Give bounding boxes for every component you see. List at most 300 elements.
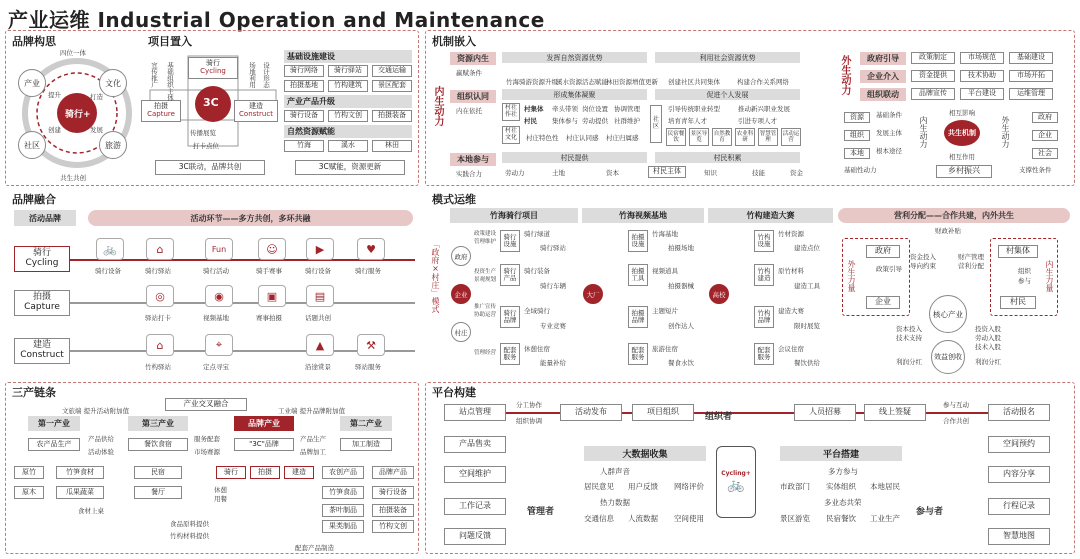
brand-industry: 品牌产业 <box>234 416 294 431</box>
org2-item: 品牌宣传 <box>911 88 955 100</box>
profit-label: 财产管理 <box>958 253 984 261</box>
big-data-title: 大数据收集 <box>584 446 706 461</box>
bd-item: 人群声音 <box>600 467 630 476</box>
pavilion-icon: ⌂ <box>146 334 174 356</box>
primary-item: 原竹 <box>14 466 44 479</box>
village-node: 村庄 <box>451 322 471 342</box>
secondary-item: 农创产品 <box>322 466 364 479</box>
org-identity: 组织认同 <box>450 90 496 103</box>
secondary-item: 果类制品 <box>322 520 364 533</box>
agri-production: 农产品生产 <box>28 438 80 451</box>
platform-heading: 平台构建 <box>432 386 476 399</box>
project-item: 骑行驿站 <box>540 244 566 252</box>
job-item: 智慧管理 <box>758 128 778 146</box>
mech-bar: 村民提供 <box>502 152 647 163</box>
lead-node: 大厂 <box>583 284 603 304</box>
project-item: 骑行车辆 <box>540 282 566 290</box>
3c-footer: 3C联动，品牌共创 <box>155 160 265 175</box>
pb-item: 多业态共荣 <box>824 498 862 507</box>
manager-label: 管理者 <box>527 507 555 517</box>
co-right: 社会 <box>1032 148 1058 159</box>
profit-label: 导向约束 <box>910 262 936 270</box>
project-item: 创作达人 <box>668 322 694 330</box>
cycling-node: 骑行 Cycling <box>188 57 238 79</box>
brand-node-community: 社区 <box>18 131 46 159</box>
project-item: 能量补给 <box>540 359 566 367</box>
project-item: 原竹材料 <box>778 267 804 275</box>
primary-industry: 第一产业 <box>28 416 80 431</box>
co-left: 本地 <box>844 148 870 159</box>
mech-bar: 村民积累 <box>655 152 800 163</box>
fusion-item: 骑行设备 <box>305 267 331 275</box>
service-icon: ⚒ <box>357 334 385 356</box>
org-item: 引导传统职业转型 <box>668 105 720 113</box>
work-record[interactable]: 工作记录 <box>444 498 506 515</box>
project-node: 骑行产品 <box>500 264 520 286</box>
infra-footer: 3C赋能，资源更新 <box>295 160 405 175</box>
project-node: 配套服务 <box>754 343 774 365</box>
project-item: 全域骑行 <box>524 307 550 315</box>
lodging-item: 民宿 <box>134 466 182 479</box>
rest-label: 休憩 <box>214 486 227 494</box>
fusion-item: 骑手赛事 <box>256 267 282 275</box>
org-sub: 内在依托 <box>456 107 482 115</box>
infra-item: 景区配套 <box>372 80 412 92</box>
brand3-item: 建造 <box>284 466 314 479</box>
product-sales[interactable]: 产品售卖 <box>444 436 506 453</box>
co-mid: 根本途径 <box>876 147 902 155</box>
infra-item: 骑行驿站 <box>328 65 368 77</box>
gov-item: 政策制定 <box>911 52 955 64</box>
co-inner: 内生动力 <box>919 116 928 148</box>
brand-center: 骑行+ <box>65 110 91 120</box>
chain-top-left: 文旅端 提升活动附加值 <box>62 407 130 415</box>
project-title: 竹海骑行项目 <box>450 208 578 223</box>
row-construct: 建造 Construct <box>14 338 70 364</box>
row-capture: 拍摄 Capture <box>14 290 70 316</box>
trip-record[interactable]: 行程记录 <box>988 498 1050 515</box>
org-item: 岗位设置 <box>582 105 608 113</box>
profit-collective: 村集体 <box>998 245 1038 258</box>
profit-label: 政策引导 <box>876 265 902 273</box>
mechanism-heading: 机制嵌入 <box>432 35 476 48</box>
profit-label: 利润分红 <box>975 358 1001 366</box>
fun-icon: Fun <box>205 238 233 260</box>
org-item: 村庄归属感 <box>606 134 639 142</box>
org-item: 村庄特色性 <box>526 134 559 142</box>
profit-label: 技术入股 <box>975 343 1001 351</box>
infra-heading: 基础设施建设 <box>284 50 412 63</box>
project-node: 骑行品牌 <box>500 306 520 328</box>
chain-arrow-label: 产品供给 <box>88 435 114 443</box>
side-label: 基础组织主体 <box>166 62 174 101</box>
pb-item: 实体组织 <box>826 482 856 491</box>
resource-item: 创建社区共同集体 <box>668 78 720 86</box>
org-item: 村庄认同感 <box>566 134 599 142</box>
station-icon: ⌂ <box>146 238 174 260</box>
side-label: 设计形态 <box>262 62 270 88</box>
project-item: 餐饮供给 <box>794 359 820 367</box>
phone-mock[interactable] <box>716 446 756 518</box>
co-mid: 基础条件 <box>876 111 902 119</box>
brand-node-industry: 产业 <box>18 69 46 97</box>
catering: 餐饮食宿 <box>128 438 188 451</box>
capture-track <box>70 302 415 304</box>
brand-node-tourism: 旅游 <box>99 131 127 159</box>
bike-app-icon: 🚲 <box>727 476 745 493</box>
flow-item: 土地 <box>552 169 565 177</box>
project-organize[interactable]: 项目组织 <box>632 404 694 421</box>
org-item: 社群维护 <box>614 117 640 125</box>
fusion-item: 驿站打卡 <box>145 314 171 322</box>
pb-item: 民宿餐饮 <box>826 514 856 523</box>
infra-item: 交通运输 <box>372 65 412 77</box>
job-item: 农业科研 <box>735 128 755 146</box>
bd-item: 热力数据 <box>600 498 630 507</box>
project-node: 骑行设施 <box>500 230 520 252</box>
org-item: 引进专项人才 <box>738 117 777 125</box>
flow-item: 劳动力 <box>505 169 525 177</box>
gov-role: 推广宣传 <box>474 304 497 310</box>
project-item: 竹海基地 <box>652 230 678 238</box>
inner-power-label: 内生动力 <box>432 86 443 126</box>
bd-item: 交通信息 <box>584 514 614 523</box>
staff-recruit[interactable]: 人员招募 <box>794 404 856 421</box>
profit-label: 营利分配 <box>958 262 984 270</box>
capture-node: 拍摄 Capture <box>141 100 181 122</box>
food-item: 竹笋食材 <box>56 466 104 479</box>
infra-item: 拍摄装备 <box>372 110 412 122</box>
mech-bar: 促进个人发展 <box>655 89 800 100</box>
ent-item: 资金提供 <box>911 70 955 82</box>
chain-bottom-label: 竹构材料提供 <box>170 532 209 540</box>
bd-item: 人流数据 <box>628 514 658 523</box>
project-title: 竹构建造大赛 <box>708 208 833 223</box>
row-cycling: 骑行 Cycling <box>14 246 70 272</box>
chain-bottom-label: 食品原料提供 <box>170 520 209 528</box>
brand-bottom-label: 共生共创 <box>60 174 86 182</box>
brand-product: 拍摄装备 <box>372 504 414 517</box>
brand3-item: 骑行 <box>216 466 246 479</box>
chain-arrow-label: 市场赛源 <box>194 448 220 456</box>
brand-product: 品牌产品 <box>372 466 414 479</box>
bd-item: 居民意见 <box>584 482 614 491</box>
profit-gov: 政府 <box>866 245 900 258</box>
project-node: 拍摄工具 <box>628 264 648 286</box>
project-item: 限时展览 <box>794 322 820 330</box>
infra-item: 拍摄基地 <box>284 80 324 92</box>
arc-label: 发展 <box>90 126 103 134</box>
project-item: 拍摄场地 <box>668 244 694 252</box>
pb-item: 多方参与 <box>828 467 858 476</box>
participant-label: 参与者 <box>916 507 944 517</box>
rural-revival: 乡村振兴 <box>936 165 992 178</box>
brand-top-label: 四位一体 <box>60 49 86 57</box>
org-item: 推动新兴职业发展 <box>738 105 790 113</box>
profit-label: 资金投入 <box>910 253 936 261</box>
gov-role: 协助运营 <box>474 312 497 318</box>
infra-item: 竹构建筑 <box>328 80 368 92</box>
co-outer: 外生动力 <box>1001 116 1010 148</box>
local-sub: 实践合力 <box>456 170 482 178</box>
pb-item: 市政部门 <box>780 482 810 491</box>
profit-label: 组织 <box>1018 267 1031 275</box>
chain-arrow-label: 活动体验 <box>88 448 114 456</box>
mech-bar: 形成集体凝聚 <box>502 89 647 100</box>
profit-label: 投资入股 <box>975 325 1001 333</box>
link-label: 分工协作 <box>516 401 542 409</box>
brand-node-culture: 文化 <box>99 69 127 97</box>
secondary-item: 茶叶制品 <box>322 504 364 517</box>
co-center: 共生机制 <box>944 120 980 146</box>
project-item: 建造大赛 <box>778 307 804 315</box>
inner-force: 内生力量 <box>1045 260 1054 292</box>
project-placement-heading: 项目置入 <box>148 35 192 48</box>
screen-icon: ▣ <box>258 285 286 307</box>
gov-node: 政府 <box>451 246 471 266</box>
infra-item: 骑行设备 <box>284 110 324 122</box>
project-node: 配套服务 <box>628 343 648 365</box>
fusion-item: 话题共创 <box>305 314 331 322</box>
brand-product: 骑行设备 <box>372 486 414 499</box>
ent-item: 市场开拓 <box>1009 70 1053 82</box>
heart-hand-icon: ♥ <box>357 238 385 260</box>
profit-label: 劳动入股 <box>975 334 1001 342</box>
3c-center: 3C <box>203 96 219 109</box>
co-support: 支撑性条件 <box>1019 166 1052 174</box>
core-industry: 核心产业 <box>929 295 967 333</box>
fusion-item: 骑行驿站 <box>145 267 171 275</box>
co-left: 资源 <box>844 112 870 123</box>
outer-power-label: 外生动力 <box>839 55 850 95</box>
construct-node: 建造 Construct <box>234 100 278 122</box>
project-item: 休憩住宿 <box>524 345 550 353</box>
gov-subsidy: 财政补贴 <box>935 227 961 235</box>
mech-bar: 利用社会资源优势 <box>655 52 800 63</box>
rider-icon: ☺ <box>258 238 286 260</box>
village-label: 村社作社 <box>502 103 520 121</box>
org-item: 牵头带领 <box>552 105 578 113</box>
co-mid: 发展主体 <box>876 129 902 137</box>
co-right: 政府 <box>1032 112 1058 123</box>
mech-bar: 发挥自然资源优势 <box>502 52 647 63</box>
chain-top-right: 工业端 提升品牌附加值 <box>278 407 346 415</box>
profit-label: 资本投入 <box>896 325 922 333</box>
bd-item: 用户反馈 <box>628 482 658 491</box>
project-node: 竹构品牌 <box>754 306 774 328</box>
project-item: 餐食水饮 <box>668 359 694 367</box>
infra-item: 竹构文创 <box>328 110 368 122</box>
resource-item: 构建合作关系网络 <box>737 78 789 86</box>
flow-item: 知识 <box>704 169 717 177</box>
resource-sub: 赢赋条件 <box>456 69 482 77</box>
resource-item: 溪水资源活态赋能 <box>556 78 608 86</box>
lead-node: 企业 <box>451 284 471 304</box>
village-label: 村社文化 <box>502 126 520 144</box>
resource-inner: 资源内生 <box>450 52 496 65</box>
rest-label: 用餐 <box>214 495 227 503</box>
profit-ent: 企业 <box>866 296 900 309</box>
benefit: 效益创收 <box>931 340 965 374</box>
infra-heading: 自然资源赋能 <box>284 125 412 138</box>
gov-guide: 政府引导 <box>860 52 906 65</box>
gov-role: 投资生产 <box>474 269 497 275</box>
side-label: 场地利用 <box>248 62 256 88</box>
co-top: 相互影响 <box>949 109 975 117</box>
lodging-item: 餐厅 <box>134 486 182 499</box>
page-title: 产业运维 Industrial Operation and Maintenance <box>8 8 545 32</box>
profit-label: 利润分红 <box>896 358 922 366</box>
flow-item: 技能 <box>752 169 765 177</box>
project-item: 主题短片 <box>652 307 678 315</box>
brand-product: 竹构文创 <box>372 520 414 533</box>
platform-top-track <box>475 412 1015 414</box>
map-pin-icon: ◉ <box>205 285 233 307</box>
film-icon: ▤ <box>306 285 334 307</box>
profit-villager: 村民 <box>1000 296 1036 309</box>
project-item: 专业竞赛 <box>540 322 566 330</box>
project-node: 拍摄设施 <box>628 230 648 252</box>
org-item: 集体参与 <box>552 117 578 125</box>
link-label: 参与互动 <box>943 401 969 409</box>
processing: 加工制造 <box>340 438 392 451</box>
brand-concept-heading: 品牌构思 <box>12 35 56 48</box>
bike-icon: 🚲 <box>96 238 124 260</box>
fusion-item: 竹构驿站 <box>145 363 171 371</box>
ent-item: 技术协助 <box>960 70 1004 82</box>
food-item: 瓜果蔬菜 <box>56 486 104 499</box>
job-item: 景区导览 <box>689 128 709 146</box>
job-item: 民宿餐饮 <box>666 128 686 146</box>
side-label: 传播展览 <box>190 129 216 137</box>
co-base: 基础性动力 <box>844 166 877 174</box>
chain-arrow-label: 产品生产 <box>300 435 326 443</box>
mountain-icon: ▲ <box>306 334 334 356</box>
profit-label: 参与 <box>1018 277 1031 285</box>
fusion-item: 骑行设备 <box>95 267 121 275</box>
profit-heading: 营利分配——合作共建，内外共生 <box>838 208 1070 223</box>
activity-signup[interactable]: 活动报名 <box>988 404 1050 421</box>
brand-3c: "3C"品牌 <box>234 438 294 451</box>
brand-fusion-heading: 品牌融合 <box>12 193 56 206</box>
target-icon: ⌖ <box>205 334 233 356</box>
chain-arrow-label: 服务配套 <box>194 435 220 443</box>
flow-item: 资本 <box>606 169 619 177</box>
space-reserve[interactable]: 空间预约 <box>988 436 1050 453</box>
chain-bottom-label: 配套产品制造 <box>295 544 334 552</box>
fusion-item: 视频基地 <box>203 314 229 322</box>
arc-label: 创建 <box>48 126 61 134</box>
lead-node: 高校 <box>709 284 729 304</box>
primary-item: 原木 <box>14 486 44 499</box>
platform-build-title: 平台搭建 <box>780 446 902 461</box>
gov-role: 管理维护 <box>474 239 497 245</box>
fusion-item: 定点寻宝 <box>203 363 229 371</box>
fusion-item: 赛事拍摄 <box>256 314 282 322</box>
fusion-item: 驿站服务 <box>355 363 381 371</box>
cross-fusion: 产业交叉融合 <box>165 398 247 411</box>
gov-item: 基础建设 <box>1009 52 1053 64</box>
flow-item: 资金 <box>790 169 803 177</box>
profit-label: 技术支持 <box>896 334 922 342</box>
mode-side-label: 「政府×村庄」模式 <box>431 240 440 313</box>
org-item: 村集体 <box>524 105 544 113</box>
site-management[interactable]: 站点管理 <box>444 404 506 421</box>
project-item: 会议住宿 <box>778 345 804 353</box>
co-right: 企业 <box>1032 130 1058 141</box>
resource-item: 林田资源增值更新 <box>606 78 658 86</box>
gov-role: 景观规划 <box>474 277 497 283</box>
gov-role: 管理经营 <box>474 350 497 356</box>
chain-arrow-label: 品牌加工 <box>300 448 326 456</box>
co-bottom: 相互作用 <box>949 153 975 161</box>
smart-map[interactable]: 智慧地图 <box>988 528 1050 545</box>
project-title: 竹海视频基地 <box>582 208 704 223</box>
mode-heading: 模式运维 <box>432 193 476 206</box>
link-label: 合作共创 <box>943 417 969 425</box>
industry-chain-heading: 三产链条 <box>12 386 56 399</box>
brand3-item: 拍摄 <box>250 466 280 479</box>
project-node: 竹构设施 <box>754 230 774 252</box>
issue-feedback[interactable]: 问题反馈 <box>444 528 506 545</box>
project-item: 建造工具 <box>794 282 820 290</box>
infra-item: 溪水 <box>328 140 368 152</box>
project-item: 竹材资源 <box>778 230 804 238</box>
activity-brand: 活动品牌 <box>14 210 76 226</box>
online-qa[interactable]: 线上签疑 <box>864 404 926 421</box>
activity-link: 活动环节——多方共创，多环共融 <box>88 210 413 226</box>
org-item: 协调管理 <box>614 105 640 113</box>
flow-item: 村民主体 <box>648 166 686 178</box>
project-item: 视频道具 <box>652 267 678 275</box>
outer-force: 外生力量 <box>847 260 856 292</box>
infra-heading: 产业产品升级 <box>284 95 412 108</box>
bd-item: 空间使用 <box>674 514 704 523</box>
activity-release[interactable]: 活动发布 <box>560 404 622 421</box>
org-item: 培育青年人才 <box>668 117 707 125</box>
pb-item: 本地居民 <box>870 482 900 491</box>
arc-label: 提升 <box>48 91 61 99</box>
phone-label: Cycling+ <box>721 470 751 477</box>
co-left: 组织 <box>844 130 870 141</box>
project-node: 竹构建造 <box>754 264 774 286</box>
infra-item: 林田 <box>372 140 412 152</box>
link-label: 组织协调 <box>516 417 542 425</box>
arc-label: 打造 <box>90 93 103 101</box>
video-icon: ▶ <box>306 238 334 260</box>
org2-item: 平台建设 <box>960 88 1004 100</box>
gov-item: 市场规范 <box>960 52 1004 64</box>
secondary-industry: 第二产业 <box>340 416 392 431</box>
side-label: 打卡点位 <box>193 142 219 150</box>
pb-item: 工业生产 <box>870 514 900 523</box>
fusion-item: 骑行活动 <box>203 267 229 275</box>
tertiary-industry: 第三产业 <box>128 416 188 431</box>
organizer-label: 组织者 <box>705 412 733 422</box>
org-linkage: 组织联动 <box>860 88 906 101</box>
secondary-item: 竹笋食品 <box>322 486 364 499</box>
bd-item: 网络评价 <box>674 482 704 491</box>
org-item: 村民 <box>524 117 537 125</box>
project-item: 骑行绿道 <box>524 230 550 238</box>
content-share[interactable]: 内容分享 <box>988 466 1050 483</box>
space-maintain[interactable]: 空间维护 <box>444 466 506 483</box>
resource-item: 竹海骑游资源升级 <box>506 78 558 86</box>
village-label: 社区 <box>650 105 662 143</box>
gov-role: 政策建设 <box>474 231 497 237</box>
project-node: 拍摄品牌 <box>628 306 648 328</box>
project-item: 旅游住宿 <box>652 345 678 353</box>
